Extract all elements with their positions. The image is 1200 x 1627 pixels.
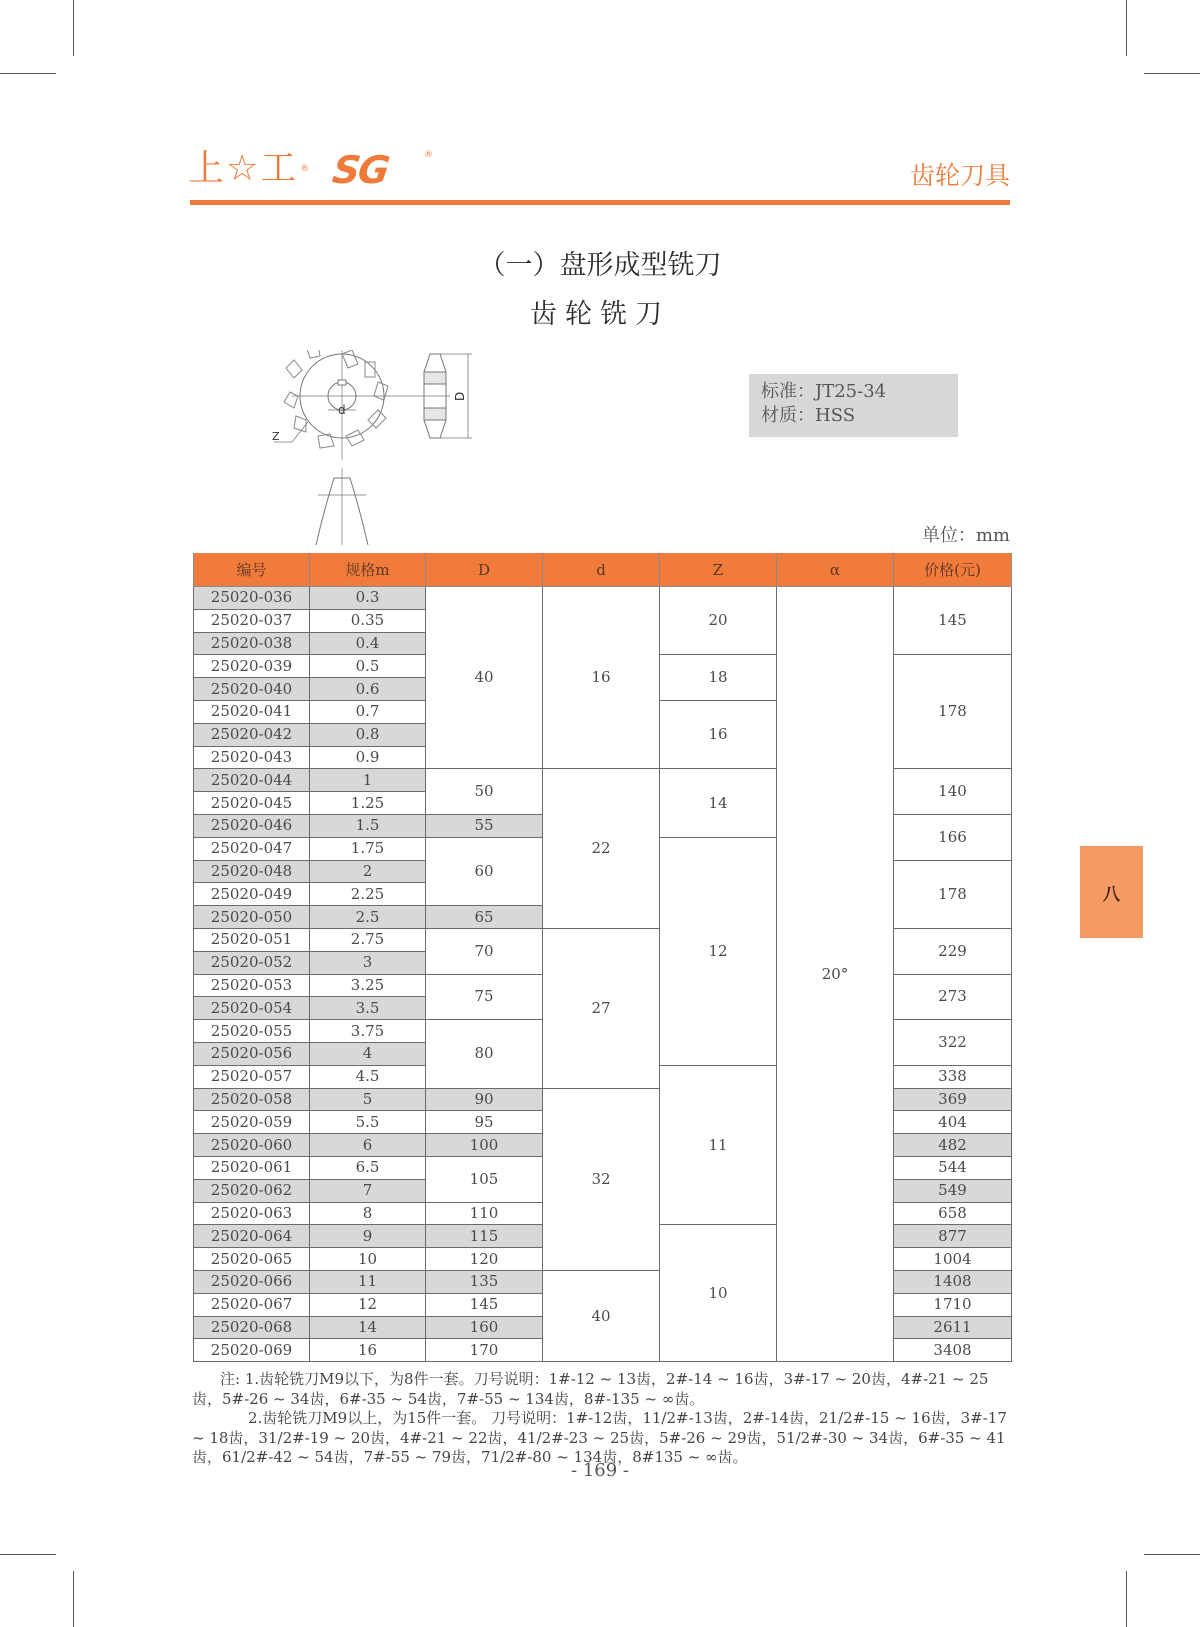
note-2: 2.齿轮铣刀M9以上，为15件一套。 刀号说明：1#-12齿，11/2#-13齿，2#-14齿，21/2#-15 ~ 16齿，3#-17 ~ 18齿，31/2#-19 ~ 20齿，4#-21 ~ 22齿，41/2#-23 ~ 25齿，5#-26 ~ 29齿，51/2#-30 ~ 34齿，6#-35 ~ 41齿，61/2#-42 ~ 54齿，7#-55 ~ 79齿，71/2#-80 ~ 134齿，8#135 ~ ∞齿。	[192, 1409, 1007, 1466]
cell-teeth: 12	[660, 837, 777, 1065]
cell-code: 25020-043	[194, 746, 310, 769]
note-1: 注: 1.齿轮铣刀M9以下，为8件一套。刀号说明：1#-12 ~ 13齿，2#-14 ~ 16齿，3#-17 ~ 20齿，4#-21 ~ 25齿，5#-26 ~ 34齿，6#-35 ~ 54齿，7#-55 ~ 134齿，8#-135 ~ ∞齿。	[192, 1370, 989, 1408]
cell-code: 25020-045	[194, 792, 310, 815]
cell-code: 25020-055	[194, 1020, 310, 1043]
cell-module: 9	[310, 1225, 426, 1248]
svg-text:d: d	[338, 403, 346, 417]
gear-cutter-drawing	[270, 350, 510, 545]
cell-module: 3.25	[310, 974, 426, 997]
cell-module: 1.75	[310, 837, 426, 860]
brand-logo	[188, 148, 448, 190]
cell-code: 25020-060	[194, 1134, 310, 1157]
cell-outer-diameter: 145	[426, 1293, 543, 1316]
cell-outer-diameter: 95	[426, 1111, 543, 1134]
cell-teeth: 18	[660, 655, 777, 701]
cell-module: 3.5	[310, 997, 426, 1020]
gear-side-view-icon	[400, 354, 472, 438]
logo-sg: SG	[329, 148, 391, 192]
cell-code: 25020-064	[194, 1225, 310, 1248]
cell-module: 1.5	[310, 814, 426, 837]
cell-module: 2.25	[310, 883, 426, 906]
cell-price: 1004	[894, 1248, 1012, 1271]
cell-price: 549	[894, 1179, 1012, 1202]
cell-module: 4.5	[310, 1065, 426, 1088]
cell-outer-diameter: 110	[426, 1202, 543, 1225]
crop-mark	[0, 1554, 56, 1555]
cell-bore-diameter: 27	[543, 928, 660, 1088]
cell-bore-diameter: 40	[543, 1270, 660, 1361]
cell-code: 25020-042	[194, 723, 310, 746]
cell-code: 25020-058	[194, 1088, 310, 1111]
cell-code: 25020-047	[194, 837, 310, 860]
spec-box	[749, 374, 958, 437]
cell-module: 2	[310, 860, 426, 883]
cell-code: 25020-051	[194, 928, 310, 951]
svg-text:D: D	[453, 391, 467, 401]
crop-mark	[1144, 1554, 1200, 1555]
table-header-row	[194, 553, 1012, 587]
gear-cutter-spec-table	[193, 553, 1012, 1362]
cell-module: 2.75	[310, 928, 426, 951]
cell-price: 273	[894, 974, 1012, 1020]
cell-price: 544	[894, 1156, 1012, 1179]
cell-price: 322	[894, 1020, 1012, 1066]
cell-code: 25020-065	[194, 1248, 310, 1271]
cell-module: 5	[310, 1088, 426, 1111]
cell-module: 3	[310, 951, 426, 974]
cell-code: 25020-052	[194, 951, 310, 974]
page-title: （一）盘形成型铣刀	[478, 250, 722, 281]
cell-code: 25020-056	[194, 1042, 310, 1065]
page-number: - 169 -	[571, 1460, 629, 1481]
cell-outer-diameter: 80	[426, 1020, 543, 1088]
cell-price: 658	[894, 1202, 1012, 1225]
cell-price: 2611	[894, 1316, 1012, 1339]
standard-label: 标准：JT25-34	[761, 381, 887, 402]
crop-mark	[1144, 73, 1200, 74]
cell-code: 25020-053	[194, 974, 310, 997]
tooth-profile-icon	[316, 468, 368, 545]
cell-module: 6	[310, 1134, 426, 1157]
cell-module: 0.3	[310, 587, 426, 610]
cell-code: 25020-057	[194, 1065, 310, 1088]
cell-code: 25020-059	[194, 1111, 310, 1134]
cell-code: 25020-062	[194, 1179, 310, 1202]
cell-code: 25020-046	[194, 814, 310, 837]
cell-price: 482	[894, 1134, 1012, 1157]
cell-code: 25020-068	[194, 1316, 310, 1339]
cell-outer-diameter: 100	[426, 1134, 543, 1157]
cell-teeth: 16	[660, 700, 777, 768]
cell-angle: 20°	[777, 587, 894, 1362]
crop-mark	[1126, 0, 1127, 56]
cell-code: 25020-037	[194, 609, 310, 632]
crop-mark	[73, 0, 74, 56]
section-label: 齿轮刀具	[909, 161, 1010, 190]
cell-outer-diameter: 90	[426, 1088, 543, 1111]
material-label: 材质：HSS	[761, 405, 856, 426]
cell-module: 1	[310, 769, 426, 792]
logo-registered-mark: ®	[424, 150, 433, 160]
cell-code: 25020-041	[194, 700, 310, 723]
cell-price: 3408	[894, 1339, 1012, 1362]
cell-price: 338	[894, 1065, 1012, 1088]
cell-outer-diameter: 65	[426, 906, 543, 929]
cell-module: 12	[310, 1293, 426, 1316]
cell-code: 25020-050	[194, 906, 310, 929]
cell-module: 7	[310, 1179, 426, 1202]
col-header-teeth: Z	[660, 553, 777, 587]
table-row	[194, 587, 1012, 610]
cell-outer-diameter: 170	[426, 1339, 543, 1362]
col-header-price: 价格(元)	[894, 553, 1012, 587]
cell-code: 25020-061	[194, 1156, 310, 1179]
cell-module: 10	[310, 1248, 426, 1271]
cell-code: 25020-038	[194, 632, 310, 655]
cell-price: 1710	[894, 1293, 1012, 1316]
cell-teeth: 10	[660, 1225, 777, 1362]
page-subtitle: 齿轮铣刀	[530, 299, 670, 330]
cell-bore-diameter: 22	[543, 769, 660, 929]
cell-outer-diameter: 135	[426, 1270, 543, 1293]
cell-price: 145	[894, 587, 1012, 655]
col-header-angle: α	[777, 553, 894, 587]
cell-teeth: 11	[660, 1065, 777, 1225]
cell-module: 16	[310, 1339, 426, 1362]
cell-code: 25020-039	[194, 655, 310, 678]
cell-module: 0.8	[310, 723, 426, 746]
crop-mark	[1126, 1571, 1127, 1627]
cell-outer-diameter: 160	[426, 1316, 543, 1339]
cell-module: 14	[310, 1316, 426, 1339]
cell-outer-diameter: 40	[426, 587, 543, 769]
cell-code: 25020-048	[194, 860, 310, 883]
cell-code: 25020-040	[194, 678, 310, 701]
cell-outer-diameter: 105	[426, 1156, 543, 1202]
crop-mark	[73, 1571, 74, 1627]
cell-module: 0.35	[310, 609, 426, 632]
cell-price: 178	[894, 655, 1012, 769]
col-header-bore-diameter: d	[543, 553, 660, 587]
chapter-tab[interactable]: 八	[1080, 846, 1143, 938]
col-header-module: 规格m	[310, 553, 426, 587]
cell-module: 5.5	[310, 1111, 426, 1134]
cell-outer-diameter: 120	[426, 1248, 543, 1271]
cell-outer-diameter: 115	[426, 1225, 543, 1248]
cell-price: 178	[894, 860, 1012, 928]
cell-module: 11	[310, 1270, 426, 1293]
cell-code: 25020-067	[194, 1293, 310, 1316]
cell-module: 0.9	[310, 746, 426, 769]
cell-teeth: 20	[660, 587, 777, 655]
unit-label: 单位：mm	[921, 525, 1010, 546]
cell-code: 25020-036	[194, 587, 310, 610]
cell-module: 3.75	[310, 1020, 426, 1043]
cell-price: 1408	[894, 1270, 1012, 1293]
cell-price: 877	[894, 1225, 1012, 1248]
header-rule	[190, 200, 1010, 205]
col-header-outer-diameter: D	[426, 553, 543, 587]
cell-price: 369	[894, 1088, 1012, 1111]
cell-code: 25020-069	[194, 1339, 310, 1362]
cell-module: 4	[310, 1042, 426, 1065]
col-header-code: 编号	[194, 553, 310, 587]
cell-outer-diameter: 50	[426, 769, 543, 815]
cell-price: 229	[894, 928, 1012, 974]
cell-module: 0.4	[310, 632, 426, 655]
cell-outer-diameter: 55	[426, 814, 543, 837]
cell-module: 8	[310, 1202, 426, 1225]
cell-price: 166	[894, 814, 1012, 860]
cell-module: 0.5	[310, 655, 426, 678]
logo-chinese: 上☆工 ®	[188, 148, 312, 189]
cell-module: 0.7	[310, 700, 426, 723]
cell-bore-diameter: 16	[543, 587, 660, 769]
cell-outer-diameter: 70	[426, 928, 543, 974]
cell-outer-diameter: 75	[426, 974, 543, 1020]
cell-code: 25020-044	[194, 769, 310, 792]
cell-module: 6.5	[310, 1156, 426, 1179]
cell-module: 0.6	[310, 678, 426, 701]
cell-teeth: 14	[660, 769, 777, 837]
cell-price: 404	[894, 1111, 1012, 1134]
gear-front-view-icon	[272, 350, 400, 460]
svg-text:Z: Z	[272, 430, 280, 443]
cell-price: 140	[894, 769, 1012, 815]
cell-code: 25020-054	[194, 997, 310, 1020]
cell-module: 1.25	[310, 792, 426, 815]
cell-code: 25020-066	[194, 1270, 310, 1293]
cell-code: 25020-049	[194, 883, 310, 906]
cell-module: 2.5	[310, 906, 426, 929]
table-body	[194, 587, 1012, 1362]
cell-code: 25020-063	[194, 1202, 310, 1225]
crop-mark	[0, 73, 56, 74]
cell-bore-diameter: 32	[543, 1088, 660, 1270]
cell-outer-diameter: 60	[426, 837, 543, 905]
